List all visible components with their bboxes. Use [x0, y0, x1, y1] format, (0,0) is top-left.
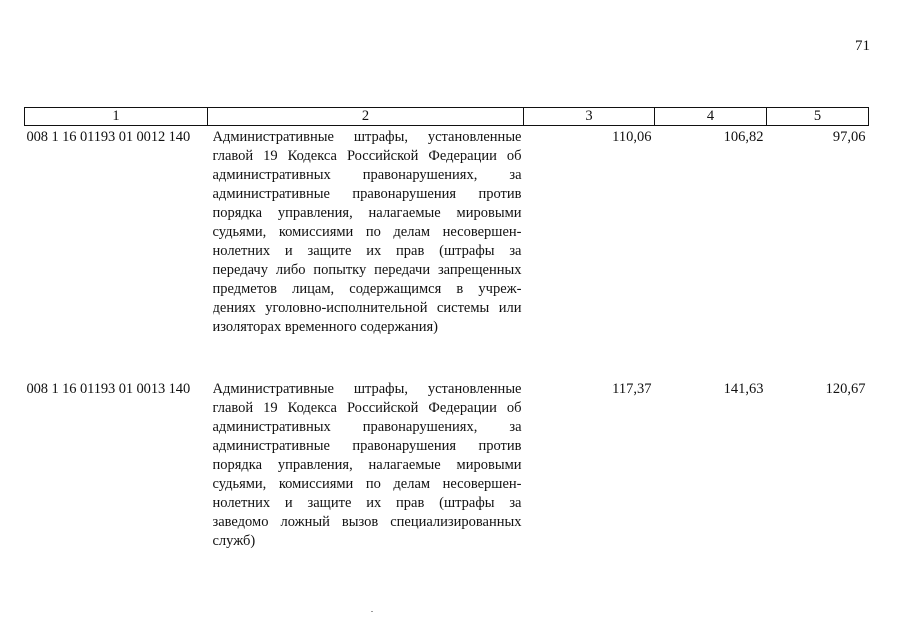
description-line: порядка управления, налагаемые мировыми [212, 205, 522, 221]
description-line: административных правонарушениях, за [212, 419, 522, 435]
budget-table [24, 107, 869, 560]
description-line: административные правонарушения против [212, 438, 522, 454]
value-col5: 120,67 [825, 381, 866, 397]
description-line: служб) [212, 533, 256, 549]
column-header-3: 3 [524, 108, 655, 126]
budget-code: 008 1 16 01193 01 0012 140 [26, 129, 191, 145]
page-number: 71 [855, 38, 870, 54]
value-col3: 110,06 [612, 129, 652, 145]
description-line: передачу либо попытку передачи запрещенных [212, 262, 522, 278]
column-header-1: 1 [25, 108, 208, 126]
description-line: нолетних и защите их прав (штрафы за [212, 495, 522, 511]
table-row [25, 378, 869, 560]
description-line: Административные штрафы, установленные [212, 381, 522, 397]
description-line: административные правонарушения против [212, 186, 522, 202]
column-header-2: 2 [208, 108, 524, 126]
budget-code: 008 1 16 01193 01 0013 140 [26, 381, 191, 397]
description-line: предметов лицам, содержащимся в учреж- [212, 281, 522, 297]
description-line: дениях уголовно-исполнительной системы или [212, 300, 522, 316]
description-line: судьями, комиссиями по делам несовершен- [212, 476, 522, 492]
row-description [208, 378, 524, 560]
value-col3: 117,37 [612, 381, 652, 397]
column-header-5: 5 [767, 108, 869, 126]
description-line: порядка управления, налагаемые мировыми [212, 457, 522, 473]
table-row [25, 126, 869, 379]
description-line: судьями, комиссиями по делам несовершен- [212, 224, 522, 240]
value-col4: 106,82 [723, 129, 764, 145]
description-line: Административные штрафы, установленные [212, 129, 522, 145]
scan-artifact [371, 611, 373, 612]
value-col5: 97,06 [832, 129, 866, 145]
description-line: заведомо ложный вызов специализированных [212, 514, 522, 530]
row-description [208, 126, 524, 379]
description-line: главой 19 Кодекса Российской Федерации об [212, 400, 522, 416]
value-col4: 141,63 [723, 381, 764, 397]
description-line: изоляторах временного содержания) [212, 319, 439, 335]
description-line: нолетних и защите их прав (штрафы за [212, 243, 522, 259]
description-line: административных правонарушениях, за [212, 167, 522, 183]
description-line: главой 19 Кодекса Российской Федерации об [212, 148, 522, 164]
table-header-row [25, 108, 869, 126]
column-header-4: 4 [655, 108, 767, 126]
